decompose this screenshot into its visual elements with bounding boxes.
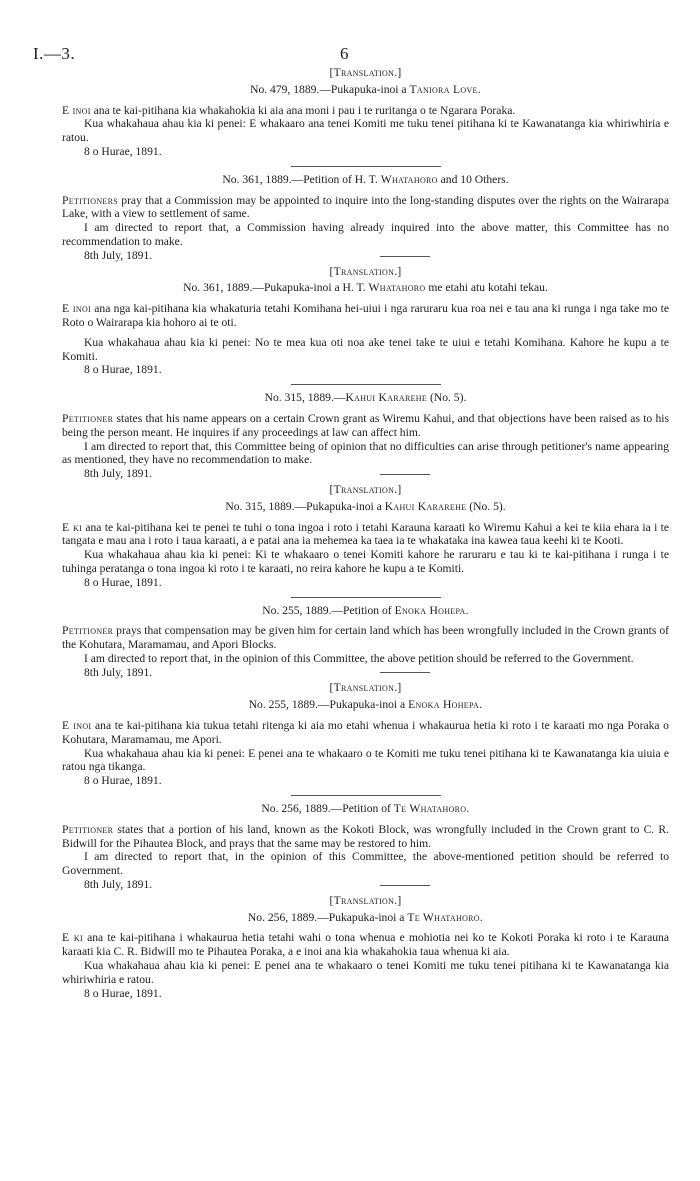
lead-word: Petitioner — [62, 411, 114, 425]
petition-paragraph — [62, 931, 669, 959]
report-paragraph: I am directed to report that, in the opinion of this Committee, the above-mentioned petition should be referred to Government. — [62, 850, 669, 878]
section-255-petition — [62, 603, 669, 679]
translation-label: [Translation.] — [329, 893, 402, 907]
petition-paragraph — [62, 194, 669, 222]
section-date: 8 o Hurae, 1891. — [84, 774, 162, 788]
title-name: Enoka Hohepa. — [408, 698, 483, 712]
section-date: 8th July, 1891. — [84, 878, 153, 892]
section-divider — [291, 384, 441, 385]
report-paragraph: I am directed to report that, a Commission having already inquired into the above matter, this Committee has no recommendation to make. — [62, 221, 669, 248]
report-paragraph: Kua whakahaua ahau kia ki penei: E penei ana te whakaaro o tenei Komiti me tuku tenei pitihana ki te Kawanatanga kia whiriwhiria e ratou. — [62, 959, 669, 986]
lead-word: E ki — [62, 931, 83, 945]
report-paragraph: I am directed to report that, in the opinion of this Committee, the above petition should be referred to the Government. — [84, 651, 634, 665]
section-256-petition — [62, 802, 669, 892]
title-name: Enoka Hohepa. — [394, 603, 469, 617]
document-body — [62, 66, 669, 1000]
title-suffix: and 10 Others. — [437, 172, 509, 186]
translation-label: [Translation.] — [329, 264, 402, 278]
report-paragraph: Kua whakahaua ahau kia ki penei: No te mea kua oti noa ake tenei take te uiui e tetahi Komihana. Kahore he kupu a te Komiti. — [62, 335, 669, 363]
paragraph-text: pray that a Commission may be appointed to inquire into the long-standing disputes over the rights on the Wairarapa Lake, with a view to settlement of same. — [62, 193, 669, 221]
title-text: No. 361, 1889.—Pukapuka-inoi a H. T. — [183, 281, 369, 295]
title-text: No. 255, 1889.—Pukapuka-inoi a — [248, 698, 409, 712]
section-479-translation — [62, 66, 669, 159]
paragraph-text: ana te kai-pitihana i whakaurua hetia tetahi wahi o tona whenua e mohiotia nei ko te Kokoti Poraka ki roto i te Karauna karaati kia C. R. Bidwill mo te Pihautea Poraka, a e inoi ana kia whakahokia taua whenua ki aia. — [62, 931, 669, 959]
section-315-petition — [62, 391, 669, 481]
section-title — [62, 698, 669, 712]
petition-paragraph — [62, 104, 669, 118]
title-text: No. 255, 1889.—Petition of — [262, 603, 395, 617]
section-315-translation — [62, 483, 669, 590]
petition-paragraph — [62, 302, 669, 330]
report-paragraph: I am directed to report that, this Committee being of opinion that no difficulties can arise through petitioner's name appearing as mentioned, they have no recommendation to make. — [62, 439, 669, 467]
lead-word: Petitioners — [62, 193, 118, 207]
title-suffix: (No. 5). — [427, 391, 467, 405]
section-date: 8 o Hurae, 1891. — [84, 986, 162, 1000]
translation-divider — [380, 672, 430, 673]
title-text: No. 256, 1889.—Petition of — [261, 802, 394, 816]
section-361-petition — [62, 172, 669, 262]
petition-paragraph — [62, 823, 669, 851]
section-256-translation — [62, 894, 669, 1001]
report-paragraph: Kua whakahaua ahau kia ki penei: E penei ana te whakaaro o te Komiti me tuku tenei pitihana ki te Kawanatanga kia uiuia e ratou nga tikanga. — [62, 746, 669, 774]
paragraph-text: prays that compensation may be given him for certain land which has been wrongfully included in the Crown grants of the Kohutara, Maramamau, and Apori Blocks. — [62, 624, 669, 652]
section-title — [62, 604, 669, 618]
section-date: 8 o Hurae, 1891. — [84, 144, 162, 158]
section-title — [62, 391, 669, 405]
title-name: Te Whatahoro. — [407, 910, 484, 924]
section-date: 8th July, 1891. — [84, 467, 153, 481]
title-name: Kahui Kararehe — [345, 391, 428, 405]
title-name: Te Whatahoro. — [393, 802, 470, 816]
petition-paragraph — [62, 624, 669, 652]
title-name: Whatahoro — [368, 281, 426, 295]
translation-label: [Translation.] — [329, 681, 402, 695]
lead-word: E inoi — [62, 302, 92, 316]
title-suffix: me etahi atu kotahi tekau. — [425, 281, 548, 295]
section-361-translation — [62, 265, 669, 378]
section-title — [62, 802, 669, 816]
section-title — [62, 83, 669, 97]
title-text: No. 479, 1889.—Pukapuka-inoi a — [250, 82, 410, 96]
paragraph-text: ana te kai-pitihana kei te penei te tuhi o tona ingoa i roto i tetahi Karauna karaati ko Wiremu Kahui a kei te kiia ehara ia i te tangata e mau ana i roto i taua karaati, a e patai ana ia mehemea ka taea ia te whakataka ina kawea taua keehi ki te Kooti. — [62, 520, 669, 548]
section-date: 8th July, 1891. — [84, 248, 153, 262]
section-title — [62, 500, 669, 514]
paragraph-text: ana te kai-pitihana kia tukua tetahi ritenga ki aia mo etahi whenua i whakaurua hetia ki roto i te karaati mo nga Poraka o Kohutara, Maramamau, me Apori. — [62, 719, 669, 746]
title-text: No. 361, 1889.—Petition of H. T. — [222, 172, 381, 186]
title-name: Kahui Kararehe — [384, 499, 467, 513]
title-name: Taniora Love. — [409, 82, 481, 96]
lead-word: Petitioner — [62, 822, 114, 836]
translation-label: [Translation.] — [329, 66, 402, 79]
report-paragraph: Kua whakahaua ahau kia ki penei: E whakaaro ana tenei Komiti me tuku tenei pitihana ki te Kawanatanga kia whiriwhiria e ratou. — [62, 117, 669, 145]
paragraph-text: ana te kai-pitihana kia whakahokia ki aia ana moni i pau i te ruritanga o te Ngarara Poraka. — [90, 103, 516, 117]
petition-paragraph — [62, 412, 669, 440]
section-date: 8th July, 1891. — [84, 665, 153, 679]
title-text: No. 256, 1889.—Pukapuka-inoi a — [247, 910, 408, 924]
title-text: No. 315, 1889.—Pukapuka-inoi a — [225, 499, 385, 513]
lead-word: Petitioner — [62, 624, 114, 638]
section-divider — [291, 166, 441, 167]
paragraph-text: ana nga kai-pitihana kia whakaturia tetahi Komihana hei-uiui i nga raruraru kua roa nei e tau ana ki runga i nga take mo te Roto o Wairarapa kia hohoro ai te oti. — [62, 302, 669, 329]
section-date: 8 o Hurae, 1891. — [84, 363, 162, 377]
lead-word: E inoi — [62, 719, 92, 733]
section-title — [62, 281, 669, 295]
section-divider — [291, 597, 441, 598]
section-255-translation — [62, 681, 669, 788]
paragraph-text: states that a portion of his land, known as the Kokoti Block, was wrongfully included in the Crown grant to C. R. Bidwill for the Pihautea Block, and prays that the same may be restored to him. — [62, 822, 669, 850]
lead-word: E inoi — [62, 103, 91, 117]
petition-paragraph — [62, 521, 669, 549]
report-paragraph: Kua whakahaua ahau kia ki penei: Ki te whakaaro o tenei Komiti kahore he raruraru e tau ki te kai-pitihana i runga i te tuhinga peratanga o tona ingoa ki roto i te karaati, no reira kahore he kupu a te Komiti. — [62, 548, 669, 575]
section-divider — [291, 795, 441, 796]
translation-divider — [380, 885, 430, 886]
section-date: 8 o Hurae, 1891. — [84, 575, 162, 589]
title-text: No. 315, 1889.— — [264, 391, 346, 405]
lead-word: E ki — [62, 520, 83, 534]
document-reference: I.—3. — [33, 44, 76, 63]
petition-paragraph — [62, 719, 669, 747]
section-title — [62, 911, 669, 925]
title-name: Whatahoro — [380, 172, 438, 186]
translation-divider — [380, 256, 430, 257]
section-title — [62, 173, 669, 187]
translation-label: [Translation.] — [329, 482, 402, 496]
paragraph-text: states that his name appears on a certain Crown grant as Wiremu Kahui, and that objections have been raised as to his being the person meant. He inquires if any proceedings at law can affect him. — [62, 411, 669, 439]
page-number: 6 — [340, 44, 349, 63]
translation-divider — [380, 474, 430, 475]
title-suffix: (No. 5). — [466, 499, 506, 513]
